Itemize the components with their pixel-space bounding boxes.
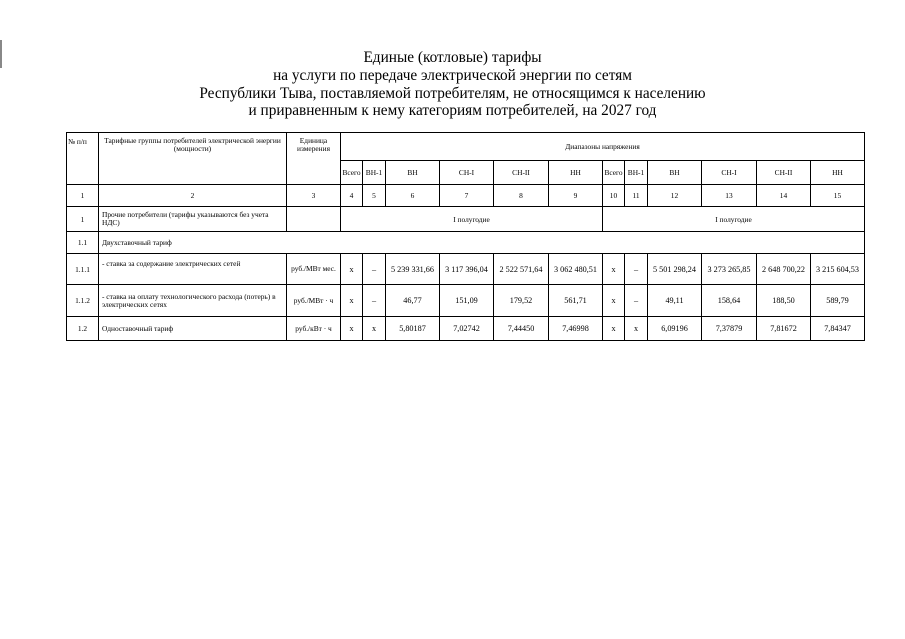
cell: 46,77 (386, 285, 440, 317)
cell: 6,09196 (648, 317, 702, 341)
index-cell: 10 (603, 185, 625, 207)
cell: x (603, 285, 625, 317)
cell: 7,44450 (494, 317, 549, 341)
index-row (67, 185, 865, 207)
cell: 7,02742 (440, 317, 494, 341)
cell: 158,64 (702, 285, 757, 317)
title-line-1: Единые (котловые) тарифы (363, 49, 542, 66)
sub-nn-1: НН (549, 161, 603, 185)
cell: 2 522 571,64 (494, 254, 549, 285)
table-row (67, 285, 865, 317)
table-row (67, 254, 865, 285)
table-row (67, 232, 865, 254)
index-cell: 15 (811, 185, 865, 207)
index-cell: 4 (341, 185, 363, 207)
period-label-1: I полугодие (341, 207, 603, 232)
cell: x (341, 317, 363, 341)
cell: 179,52 (494, 285, 549, 317)
cell: 188,50 (757, 285, 811, 317)
period-label-2: I полугодие (603, 207, 865, 232)
title-line-2: на услуги по передаче электрической энергии по сетям (273, 66, 632, 84)
row-unit: руб./МВт · ч (287, 285, 341, 317)
index-cell: 5 (363, 185, 386, 207)
cell: 3 273 265,85 (702, 254, 757, 285)
title-line-4: и приравненным к нему категориям потребителей, на 2027 год (248, 102, 657, 120)
cell: 7,84347 (811, 317, 865, 341)
cell: x (603, 317, 625, 341)
cell: 5 239 331,66 (386, 254, 440, 285)
cell: 2 648 700,22 (757, 254, 811, 285)
cell: 7,46998 (549, 317, 603, 341)
cell: x (603, 254, 625, 285)
cell: 3 117 396,04 (440, 254, 494, 285)
tariff-table (66, 132, 865, 341)
index-cell: 1 (67, 185, 99, 207)
sub-nn-2: НН (811, 161, 865, 185)
row-unit: руб./кВт · ч (287, 317, 341, 341)
row-num: 1.1.2 (67, 285, 99, 317)
row-label: Двухставочный тариф (99, 232, 865, 254)
cell: 151,09 (440, 285, 494, 317)
cell: – (625, 285, 648, 317)
title-line-3: Республики Тыва, поставляемой потребителям, не относящимся к населению (199, 84, 706, 102)
document-title (0, 49, 905, 120)
cell: x (625, 317, 648, 341)
table-row (67, 207, 865, 232)
row-num: 1.1.1 (67, 254, 99, 285)
row-num: 1.2 (67, 317, 99, 341)
row-label: Прочие потребители (тарифы указываются без учета НДС) (99, 207, 287, 232)
cell: 3 062 480,51 (549, 254, 603, 285)
index-cell: 14 (757, 185, 811, 207)
header-num: № п/п (67, 133, 99, 185)
sub-vn-1: ВН (386, 161, 440, 185)
cell: x (341, 285, 363, 317)
cell: 5,80187 (386, 317, 440, 341)
sub-sn2-2: СН-II (757, 161, 811, 185)
sub-vsego-2: Всего (603, 161, 625, 185)
cell: 589,79 (811, 285, 865, 317)
index-cell: 3 (287, 185, 341, 207)
sub-vsego-1: Всего (341, 161, 363, 185)
sub-sn1-1: СН-I (440, 161, 494, 185)
row-label: - ставка на оплату технологического расхода (потерь) в электрических сетях (99, 285, 287, 317)
row-label: Одноставочный тариф (99, 317, 287, 341)
index-cell: 11 (625, 185, 648, 207)
index-cell: 8 (494, 185, 549, 207)
index-cell: 9 (549, 185, 603, 207)
sub-vn1-1: ВН-1 (363, 161, 386, 185)
header-row (67, 133, 865, 161)
cell: 3 215 604,53 (811, 254, 865, 285)
sub-vn-2: ВН (648, 161, 702, 185)
header-unit: Единица измерения (287, 133, 341, 185)
header-ranges: Диапазоны напряжения (341, 133, 865, 161)
cell: 561,71 (549, 285, 603, 317)
cell: 7,81672 (757, 317, 811, 341)
row-unit: руб./МВт мес. (287, 254, 341, 285)
cell: x (341, 254, 363, 285)
sub-vn1-2: ВН-1 (625, 161, 648, 185)
cell: – (363, 254, 386, 285)
index-cell: 13 (702, 185, 757, 207)
index-cell: 7 (440, 185, 494, 207)
cell: 49,11 (648, 285, 702, 317)
sub-sn2-1: СН-II (494, 161, 549, 185)
index-cell: 2 (99, 185, 287, 207)
index-cell: 12 (648, 185, 702, 207)
row-num: 1.1 (67, 232, 99, 254)
index-cell: 6 (386, 185, 440, 207)
row-label: - ставка за содержание электрических сетей (99, 254, 287, 285)
header-group: Тарифные группы потребителей электрической энергии (мощности) (99, 133, 287, 185)
table-row (67, 317, 865, 341)
row-num: 1 (67, 207, 99, 232)
cell: x (363, 317, 386, 341)
cell: – (625, 254, 648, 285)
sub-sn1-2: СН-I (702, 161, 757, 185)
cell: – (363, 285, 386, 317)
cell: 5 501 298,24 (648, 254, 702, 285)
cell: 7,37879 (702, 317, 757, 341)
